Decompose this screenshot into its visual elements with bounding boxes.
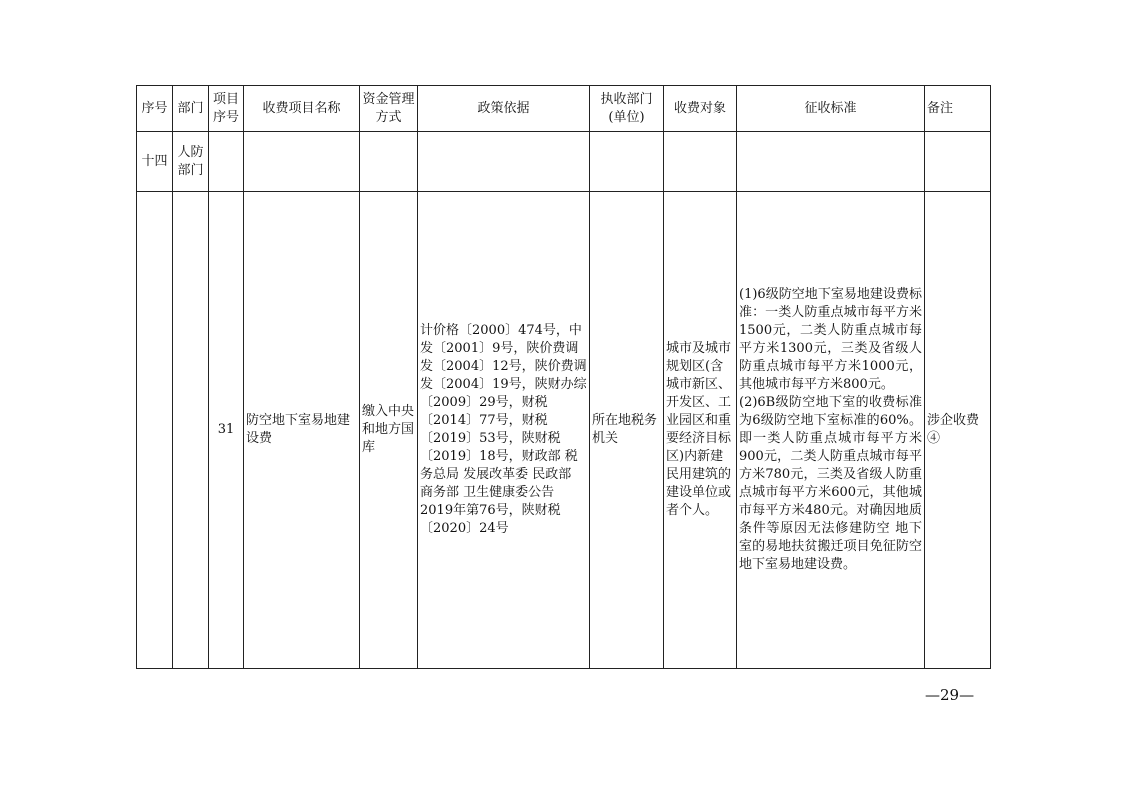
policy-cell: 计价格〔2000〕474号，中发〔2001〕9号，陕价费调发〔2004〕12号，陕价费调发〔2004〕19号，陕财办综〔2009〕29号，财税〔2014〕77号，财税〔2019〕53号，陕财税〔2019〕18号，财政部 税务总局 发展改革委 民政部 商务部 卫生健康委公告2019年第76号，陕财税〔2020〕24号 bbox=[418, 192, 590, 669]
header-seq: 序号 bbox=[137, 86, 173, 132]
standard-cell bbox=[737, 192, 925, 669]
target-cell: 城市及城市规划区(含城市新区、开发区、工业园区和重要经济目标区)内新建民用建筑的建设单位或者个人。 bbox=[664, 192, 737, 669]
item-seq-cell: 31 bbox=[209, 192, 244, 669]
header-standard: 征收标准 bbox=[737, 86, 925, 132]
row-dept-cell bbox=[173, 192, 209, 669]
section-row bbox=[137, 132, 991, 192]
collector-cell: 所在地税务机关 bbox=[590, 192, 664, 669]
section-empty-4 bbox=[418, 132, 590, 192]
header-item-name: 收费项目名称 bbox=[244, 86, 360, 132]
standard-paragraph-2: (2)6B级防空地下室的收费标准为6级防空地下室标准的60%。即一类人防重点城市每平方米900元，二类人防重点城市每平方米780元，三类及省级人防重点城市每平方米600元，其他城市每平方米480元。对确因地质条件等原因无法修建防空 地下室的易地扶贫搬迁项目免征防空地下室易地建设费。 bbox=[739, 395, 922, 572]
section-empty-8 bbox=[925, 132, 991, 192]
section-dept: 人防部门 bbox=[173, 132, 209, 192]
page-number: —29— bbox=[925, 686, 975, 704]
header-collector: 执收部门(单位) bbox=[590, 86, 664, 132]
notes-cell: 涉企收费④ bbox=[925, 192, 991, 669]
table-row bbox=[137, 192, 991, 669]
header-fund-mgmt: 资金管理方式 bbox=[360, 86, 418, 132]
section-empty-6 bbox=[664, 132, 737, 192]
section-empty-7 bbox=[737, 132, 925, 192]
section-empty-5 bbox=[590, 132, 664, 192]
section-empty-1 bbox=[209, 132, 244, 192]
header-dept: 部门 bbox=[173, 86, 209, 132]
header-target: 收费对象 bbox=[664, 86, 737, 132]
header-notes: 备注 bbox=[925, 86, 991, 132]
fee-table bbox=[136, 85, 991, 669]
row-seq-cell bbox=[137, 192, 173, 669]
section-seq: 十四 bbox=[137, 132, 173, 192]
header-policy: 政策依据 bbox=[418, 86, 590, 132]
section-empty-2 bbox=[244, 132, 360, 192]
header-row bbox=[137, 86, 991, 132]
item-name-cell: 防空地下室易地建设费 bbox=[244, 192, 360, 669]
standard-paragraph-1: (1)6级防空地下室易地建设费标准：一类人防重点城市每平方米1500元，二类人防重点城市每平方米1300元，三类及省级人防重点城市每平方米1000元，其他城市每平方米800元。 bbox=[739, 287, 922, 392]
section-empty-3 bbox=[360, 132, 418, 192]
header-item-seq: 项目序号 bbox=[209, 86, 244, 132]
fund-mgmt-cell: 缴入中央和地方国库 bbox=[360, 192, 418, 669]
